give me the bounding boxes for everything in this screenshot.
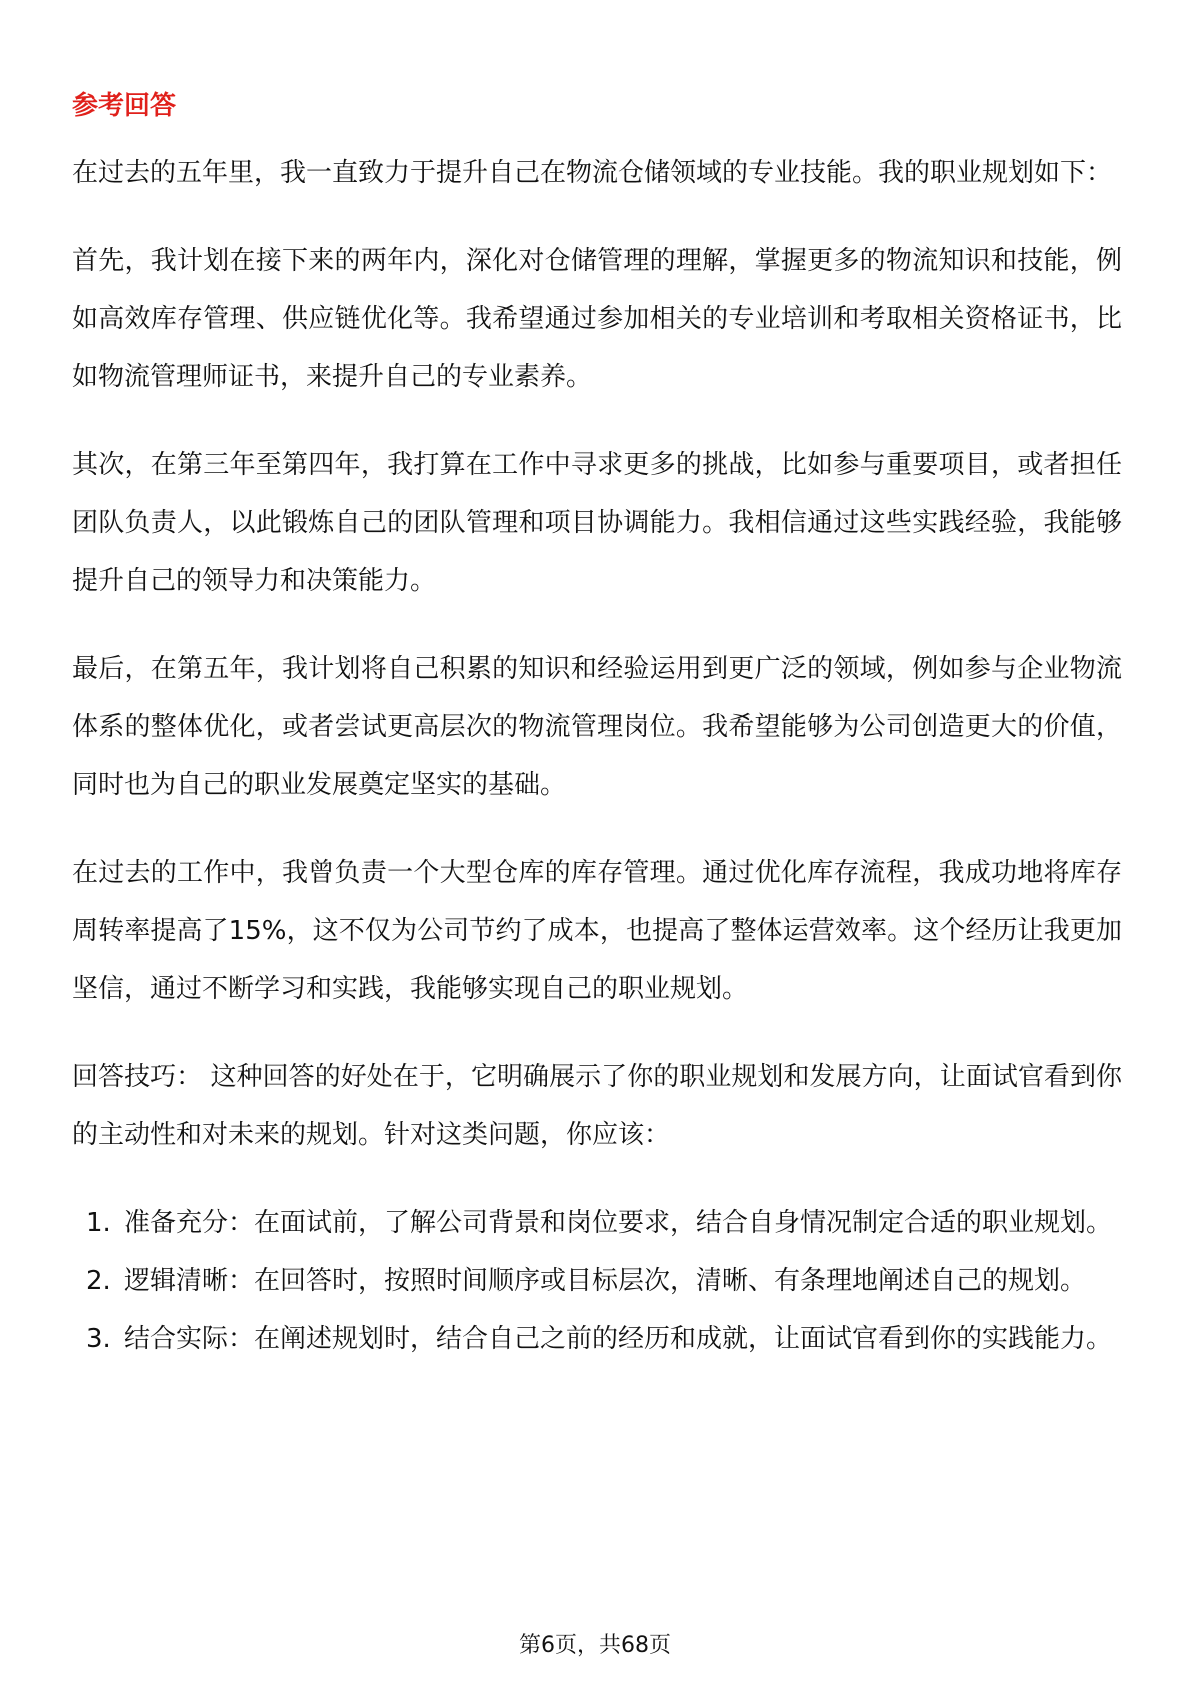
list-item-text: 准备充分：在面试前，了解公司背景和岗位要求，结合自身情况制定合适的职业规划。: [124, 1208, 1113, 1239]
list-item: [72, 1310, 1122, 1368]
list-item-number: 3.: [86, 1324, 111, 1355]
list-item: [72, 1252, 1122, 1310]
paragraph-experience: 在过去的工作中，我曾负责一个大型仓库的库存管理。通过优化库存流程，我成功地将库存周转率提高了15%，这不仅为公司节约了成本，也提高了整体运营效率。这个经历让我更加坚信，通过不断学习和实践，我能够实现自己的职业规划。: [72, 858, 1122, 1005]
paragraph-last: 最后，在第五年，我计划将自己积累的知识和经验运用到更广泛的领域，例如参与企业物流体系的整体优化，或者尝试更高层次的物流管理岗位。我希望能够为公司创造更大的价值，同时也为自己的职业发展奠定坚实的基础。: [72, 654, 1122, 801]
paragraph-tips-intro: 回答技巧： 这种回答的好处在于，它明确展示了你的职业规划和发展方向，让面试官看到你的主动性和对未来的规划。针对这类问题，你应该：: [72, 1062, 1122, 1151]
tips-list: [72, 1194, 1122, 1368]
paragraph-first: 首先，我计划在接下来的两年内，深化对仓储管理的理解，掌握更多的物流知识和技能，例如高效库存管理、供应链优化等。我希望通过参加相关的专业培训和考取相关资格证书，比如物流管理师证书，来提升自己的专业素养。: [72, 246, 1122, 393]
paragraph-second: 其次，在第三年至第四年，我打算在工作中寻求更多的挑战，比如参与重要项目，或者担任团队负责人，以此锻炼自己的团队管理和项目协调能力。我相信通过这些实践经验，我能够提升自己的领导力和决策能力。: [72, 450, 1122, 597]
page-number-footer: 第6页，共68页: [519, 1633, 671, 1658]
section-title: 参考回答: [72, 91, 177, 121]
paragraph-intro: 在过去的五年里，我一直致力于提升自己在物流仓储领域的专业技能。我的职业规划如下：: [72, 158, 1113, 189]
list-item: [72, 1194, 1122, 1252]
list-item-text: 结合实际：在阐述规划时，结合自己之前的经历和成就，让面试官看到你的实践能力。: [124, 1324, 1113, 1355]
content-area: [72, 88, 1122, 1368]
list-item-number: 2.: [86, 1266, 111, 1297]
list-item-number: 1.: [86, 1208, 111, 1239]
list-item-text: 逻辑清晰：在回答时，按照时间顺序或目标层次，清晰、有条理地阐述自己的规划。: [124, 1266, 1087, 1297]
